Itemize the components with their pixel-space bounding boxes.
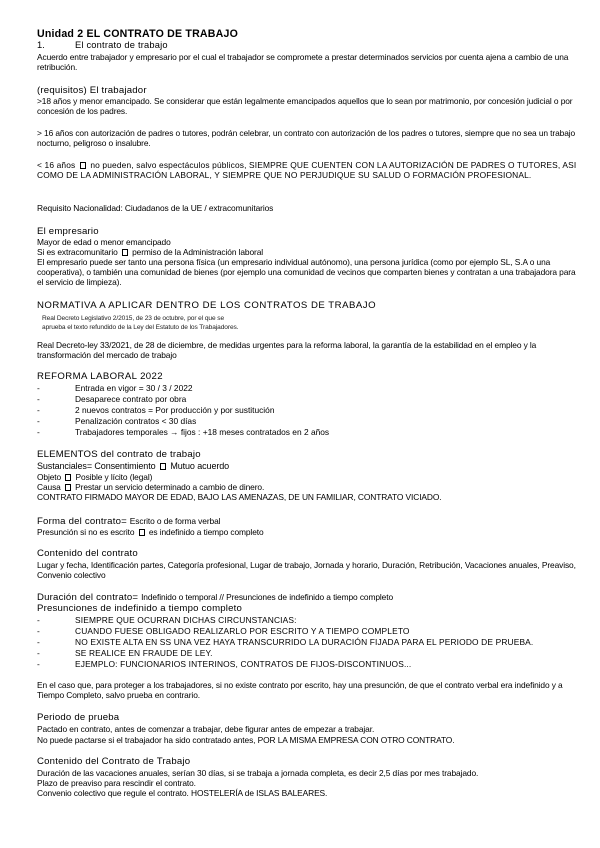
elementos-l3: Causa Prestar un servicio determinado a cambio de dinero.: [37, 482, 265, 492]
duracion-p: En el caso que, para proteger a los trabajadores, si no existe contrato por escrito, hay una presunción, de que el contrato verbal era indefinido y a Tiempo Completo, salvo prueba en contrario.: [37, 680, 563, 701]
heading-duracion: Duración del contrato= Indefinido o temporal // Presunciones de indefinido a tiempo completo: [37, 592, 394, 603]
normativa-small-1: Real Decreto Legislativo 2/2015, de 23 de octubre, por el que se: [42, 315, 225, 322]
elementos-l2: Objeto Posible y lícito (legal): [37, 472, 153, 482]
trabajador-p2: > 16 años con autorización de padres o tutores, podrán celebrar, un contrato con autorización de los padres o tutores, siempre que no sea un trabajo nocturno, peligroso o insalubre.: [37, 128, 576, 149]
normativa-small-2: aprueba el texto refundido de la Ley del Estatuto de los Trabajadores.: [42, 324, 239, 331]
contenido2-l3: Convenio colectivo que regule el contrato. HOSTELERÍA de ISLAS BALEARES.: [37, 788, 328, 798]
normativa-p: Real Decreto-ley 33/2021, de 28 de diciembre, de medidas urgentes para la reforma laboral, la garantía de la estabilidad en el empleo y la transformación del mercado de trabajo: [37, 340, 537, 361]
contenido2-l1: Duración de las vacaciones anuales, serían 30 días, si se trabaja a jornada completa, es decir 2,5 días por mes trabajado.: [37, 768, 479, 778]
page-title: Unidad 2 EL CONTRATO DE TRABAJO: [37, 28, 239, 40]
heading-normativa: NORMATIVA A APLICAR DENTRO DE LOS CONTRATOS DE TRABAJO: [37, 300, 377, 311]
trabajador-p3: < 16 años no pueden, salvo espectáculos públicos, SIEMPRE QUE CUENTEN CON LA AUTORIZACIÓN DE PADRES O TUTORES, ASI COMO DE LA ADMINISTRACIÓN LABORAL, Y SIEMPRE QUE NO PERJUDIQUE SU SALUD O FORMACIÓN PROFESIONAL.: [37, 160, 577, 181]
box-glyph-icon: [65, 474, 71, 481]
heading-contenido: Contenido del contrato: [37, 548, 138, 559]
contrato-definition: Acuerdo entre trabajador y empresario por el cual el trabajador se compromete a prestar determinados servicios por cuenta ajena a cambio de una retribución.: [37, 52, 569, 73]
box-glyph-icon: [80, 162, 86, 169]
contenido2-l2: Plazo de preaviso para rescindir el contrato.: [37, 778, 196, 788]
empresario-p: El empresario puede ser tanto una persona física (un empresario individual autónomo), una persona jurídica (como por ejemplo SL, S.A o una cooperativa), o también una comunidad de bienes (por ejemplo una comunidad de vecinos que comparten bienes y contratan a una trabajadora para el servicio de limpieza).: [37, 257, 576, 288]
box-glyph-icon: [122, 249, 128, 256]
empresario-l1: Mayor de edad o menor emancipado: [37, 237, 171, 247]
heading-empresario: El empresario: [37, 226, 99, 237]
section-number: 1.: [37, 40, 45, 50]
prueba-l2: No puede pactarse si el trabajador ha sido contratado antes, POR LA MISMA EMPRESA CON OTRO CONTRATO.: [37, 735, 455, 745]
heading-contenido-contrato: Contenido del Contrato de Trabajo: [37, 756, 191, 767]
prueba-l1: Pactado en contrato, antes de comenzar a trabajar, debe figurar antes de empezar a trabajar.: [37, 724, 375, 734]
heading-prueba: Periodo de prueba: [37, 712, 120, 723]
trabajador-p1: >18 años y menor emancipado. Se considerar que están legalmente emancipados aquellos que lo sean por matrimonio, por concesión judicial o por concesión de los padres.: [37, 96, 573, 117]
heading-forma: Forma del contrato= Escrito o de forma verbal: [37, 516, 221, 527]
heading-reforma: REFORMA LABORAL 2022: [37, 371, 164, 382]
box-glyph-icon: [65, 484, 71, 491]
elementos-l1: Sustanciales= Consentimiento Mutuo acuerdo: [37, 461, 230, 471]
trabajador-nacionalidad: Requisito Nacionalidad: Ciudadanos de la UE / extracomunitarios: [37, 203, 274, 213]
section-heading-contrato: El contrato de trabajo: [75, 40, 168, 50]
contenido-p: Lugar y fecha, Identificación partes, Categoría profesional, Lugar de trabajo, Jornada y horario, Duración, Retribución, Vacaciones anuales, Preaviso, Convenio colectivo: [37, 560, 576, 581]
box-glyph-icon: [139, 529, 145, 536]
forma-l1: Presunción si no es escrito es indefinido a tiempo completo: [37, 527, 264, 537]
heading-elementos: ELEMENTOS del contrato de trabajo: [37, 449, 201, 460]
heading-trabajador: (requisitos) El trabajador: [37, 85, 147, 96]
duracion-subheading: Presunciones de indefinido a tiempo completo: [37, 603, 243, 614]
empresario-l2: Si es extracomunitario permiso de la Administración laboral: [37, 247, 264, 257]
box-glyph-icon: [160, 463, 166, 470]
document-page: Unidad 2 EL CONTRATO DE TRABAJO 1. El contrato de trabajo Acuerdo entre trabajador y empresario por el cual el trabajador se compromete a prestar determinados servicios por cuenta ajena a cambio de una retribución. (requisitos) El trabajador >18 años y menor emancipado. Se considerar que están legalmente emancipados aquellos que lo sean por matrimonio, por concesión judicial o por concesión de los padres. > 16 años con autorización de padres o tutores, podrán celebrar, un contrato con autorización de los padres o tutores, siempre que no sea un trabajo nocturno, peligroso o insalubre. < 16 años no pueden, salvo espectáculos públicos, SIEMPRE QUE CUENTEN CON LA AUTORIZACIÓN DE PADRES O TUTORES, ASI COMO DE LA ADMINISTRACIÓN LABORAL, Y SIEMPRE QUE NO PERJUDIQUE SU SALUD O FORMACIÓN PROFESIONAL. Requisito Nacionalidad: Ciudadanos de la UE / extracomunitarios El empresario Mayor de edad o menor emancipado Si es extracomunitario permiso de la Administración laboral El empresario puede ser tanto una persona física (un empresario individual autónomo), una persona jurídica (como por ejemplo SL, S.A o una cooperativa), o también una comunidad de bienes (por ejemplo una comunidad de vecinos que comparten bienes y contratan a una trabajadora para el servicio de limpieza). NORMATIVA A APLICAR DENTRO DE LOS CONTRATOS DE TRABAJO Real Decreto Legislativo 2/2015, de 23 de octubre, por el que se aprueba el texto refundido de la Ley del Estatuto de los Trabajadores. Real Decreto-ley 33/2021, de 28 de diciembre, de medidas urgentes para la reforma laboral, la garantía de la estabilidad en el empleo y la transformación del mercado de trabajo REFORMA LABORAL 2022 - Entrada en vigor = 30 / 3 / 2022 - Desaparece contrato por obra - 2 nuevos contratos = Por producción y por sustitución - Penalización contratos < 30 días - Trabajadores temporales → fijos : +18 meses contratados en 2 años ELEMENTOS del contrato de trabajo Sustanciales= Consentimiento Mutuo acuerdo Objeto Posible y lícito (legal) Causa Prestar un servicio determinado a cambio de dinero. CONTRATO FIRMADO MAYOR DE EDAD, BAJO LAS AMENAZAS, DE UN FAMILIAR, CONTRATO VICIADO. Forma del contrato= Escrito o de forma verbal Presunción si no es escrito es indefinido a tiempo completo Contenido del contrato Lugar y fecha, Identificación partes, Categoría profesional, Lugar de trabajo, Jornada y horario, Duración, Retribución, Vacaciones anuales, Preaviso, Convenio colectivo Duración del contrato= Indefinido o temporal // Presunciones de indefinido a tiempo completo Presunciones de indefinido a tiempo completo - SIEMPRE QUE OCURRAN DICHAS CIRCUNSTANCIAS: - CUANDO FUESE OBLIGADO REALIZARLO POR ESCRITO Y A TIEMPO COMPLETO - NO EXISTE ALTA EN SS UNA VEZ HAYA TRANSCURRIDO LA DURACIÓN FIJADA PARA EL PERIODO DE PRUEBA. - SE REALICE EN FRAUDE DE LEY. - EJEMPLO: FUNCIONARIOS INTERINOS, CONTRATOS DE FIJOS-DISCONTINUOS... En el caso que, para proteger a los trabajadores, si no existe contrato por escrito, hay una presunción, de que el contrato verbal era indefinido y a Tiempo Completo, salvo prueba en contrario. Periodo de prueba Pactado en contrato, antes de comenzar a trabajar, debe figurar antes de empezar a trabajar. No puede pactarse si el trabajador ha sido contratado antes, POR LA MISMA EMPRESA CON OTRO CONTRATO. Contenido del Contrato de Trabajo Duración de las vacaciones anuales, serían 30 días, si se trabaja a jornada completa, es decir 2,5 días por mes trabajado. Plazo de preaviso para rescindir el contrato. Convenio colectivo que regule el contrato. HOSTELERÍA de ISLAS BALEARES.: [0, 0, 600, 848]
elementos-l4: CONTRATO FIRMADO MAYOR DE EDAD, BAJO LAS AMENAZAS, DE UN FAMILIAR, CONTRATO VICIADO.: [37, 492, 442, 502]
